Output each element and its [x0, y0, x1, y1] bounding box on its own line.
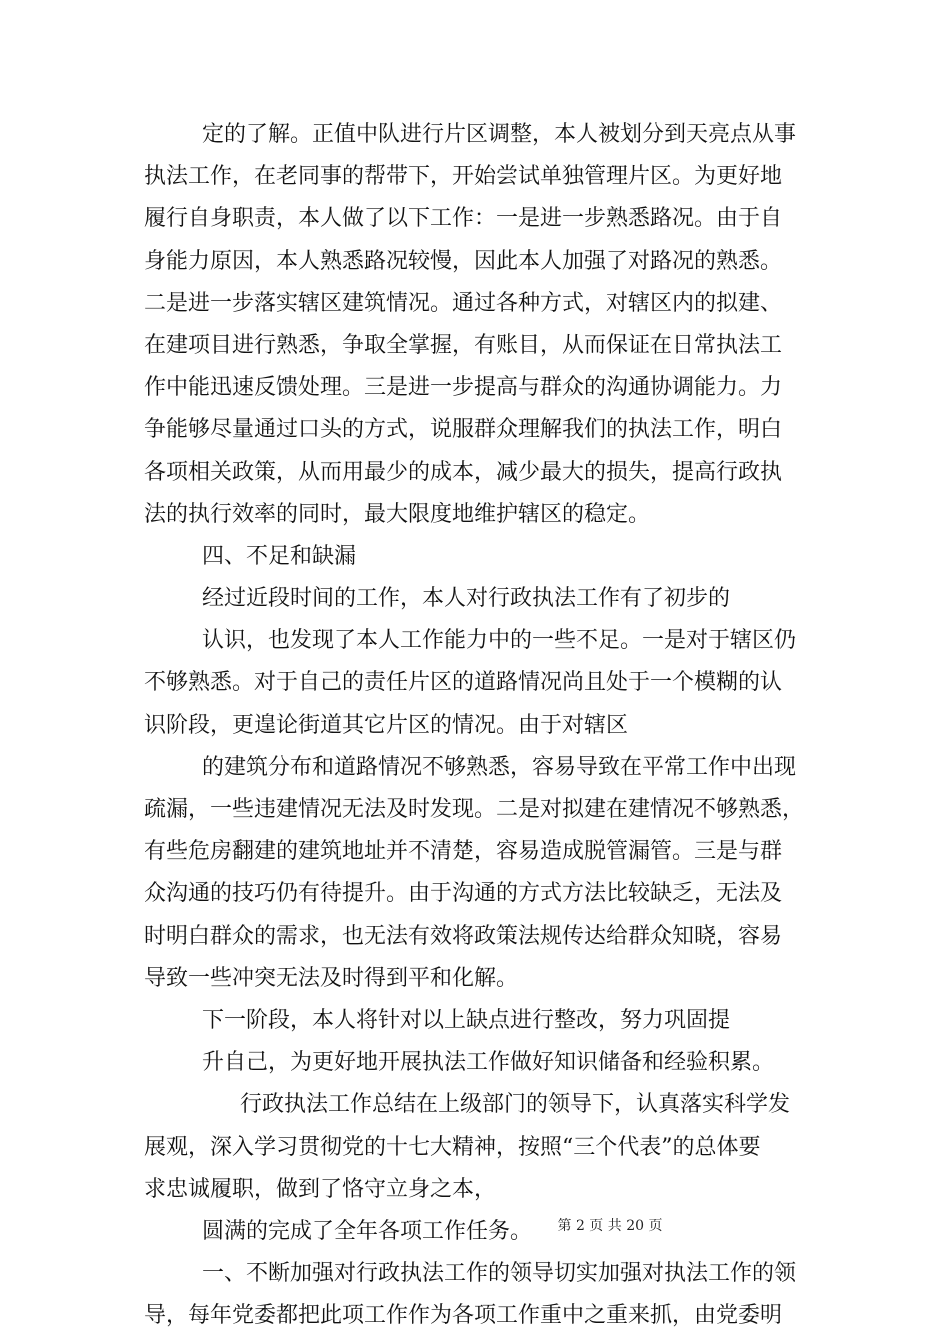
text-line: 众沟通的技巧仍有待提升。由于沟通的方式方法比较缺乏，无法及 — [144, 881, 783, 907]
text-line: 认识，也发现了本人工作能力中的一些不足。一是对于辖区仍 — [202, 628, 797, 654]
body-text — [144, 114, 806, 1337]
section-heading: 四、不足和缺漏 — [202, 543, 357, 569]
text-line: 二是进一步落实辖区建筑情况。通过各种方式，对辖区内的拟建、 — [144, 290, 783, 316]
text-line: 展观，深入学习贯彻党的十七大精神，按照“三个代表”的总体要 — [144, 1134, 761, 1160]
text-line: 各项相关政策，从而用最少的成本，减少最大的损失，提高行政执 — [144, 459, 783, 485]
text-line: 一、不断加强对行政执法工作的领导切实加强对执法工作的领 — [202, 1261, 797, 1287]
text-line: 不够熟悉。对于自己的责任片区的道路情况尚且处于一个模糊的认 — [144, 670, 783, 696]
text-line: 身能力原因，本人熟悉路况较慢，因此本人加强了对路况的熟悉。 — [144, 248, 783, 274]
text-line: 疏漏，一些违建情况无法及时发现。二是对拟建在建情况不够熟悉， — [144, 797, 805, 822]
text-line: 升自己，为更好地开展执法工作做好知识储备和经验积累。 — [202, 1050, 775, 1076]
text-line: 导，每年党委都把此项工作作为各项工作重中之重来抓，由党委明 — [144, 1303, 783, 1329]
text-line: 有些危房翻建的建筑地址并不清楚，容易造成脱管漏管。三是与群 — [144, 839, 783, 865]
text-line: 争能够尽量通过口头的方式，说服群众理解我们的执法工作，明白 — [144, 417, 783, 443]
text-line: 的建筑分布和道路情况不够熟悉，容易导致在平常工作中出现 — [202, 754, 797, 780]
text-line: 执法工作，在老同事的帮带下，开始尝试单独管理片区。为更好地 — [144, 164, 783, 190]
text-line: 导致一些冲突无法及时得到平和化解。 — [144, 965, 519, 991]
text-line: 法的执行效率的同时，最大限度地维护辖区的稳定。 — [144, 501, 651, 527]
text-line: 圆满的完成了全年各项工作任务。 — [202, 1218, 533, 1244]
text-line: 下一阶段，本人将针对以上缺点进行整改，努力巩固提 — [202, 1007, 731, 1033]
text-line: 时明白群众的需求，也无法有效将政策法规传达给群众知晓，容易 — [144, 923, 783, 949]
text-line: 作中能迅速反馈处理。三是进一步提高与群众的沟通协调能力。力 — [144, 375, 783, 401]
text-line: 经过近段时间的工作，本人对行政执法工作有了初步的 — [202, 586, 731, 612]
page-number: 第 2 页 共 20 页 — [557, 1218, 663, 1234]
text-line: 定的了解。正值中队进行片区调整，本人被划分到天亮点从事 — [202, 122, 797, 147]
text-line: 行政执法工作总结在上级部门的领导下，认真落实科学发 — [240, 1092, 791, 1118]
text-line: 识阶段，更遑论街道其它片区的情况。由于对辖区 — [144, 712, 629, 738]
text-line: 履行自身职责，本人做了以下工作：一是进一步熟悉路况。由于自 — [144, 206, 783, 232]
text-line: 在建项目进行熟悉，争取全掌握，有账目，从而保证在日常执法工 — [144, 332, 783, 358]
text-line: 求忠诚履职，做到了恪守立身之本， — [144, 1176, 497, 1202]
